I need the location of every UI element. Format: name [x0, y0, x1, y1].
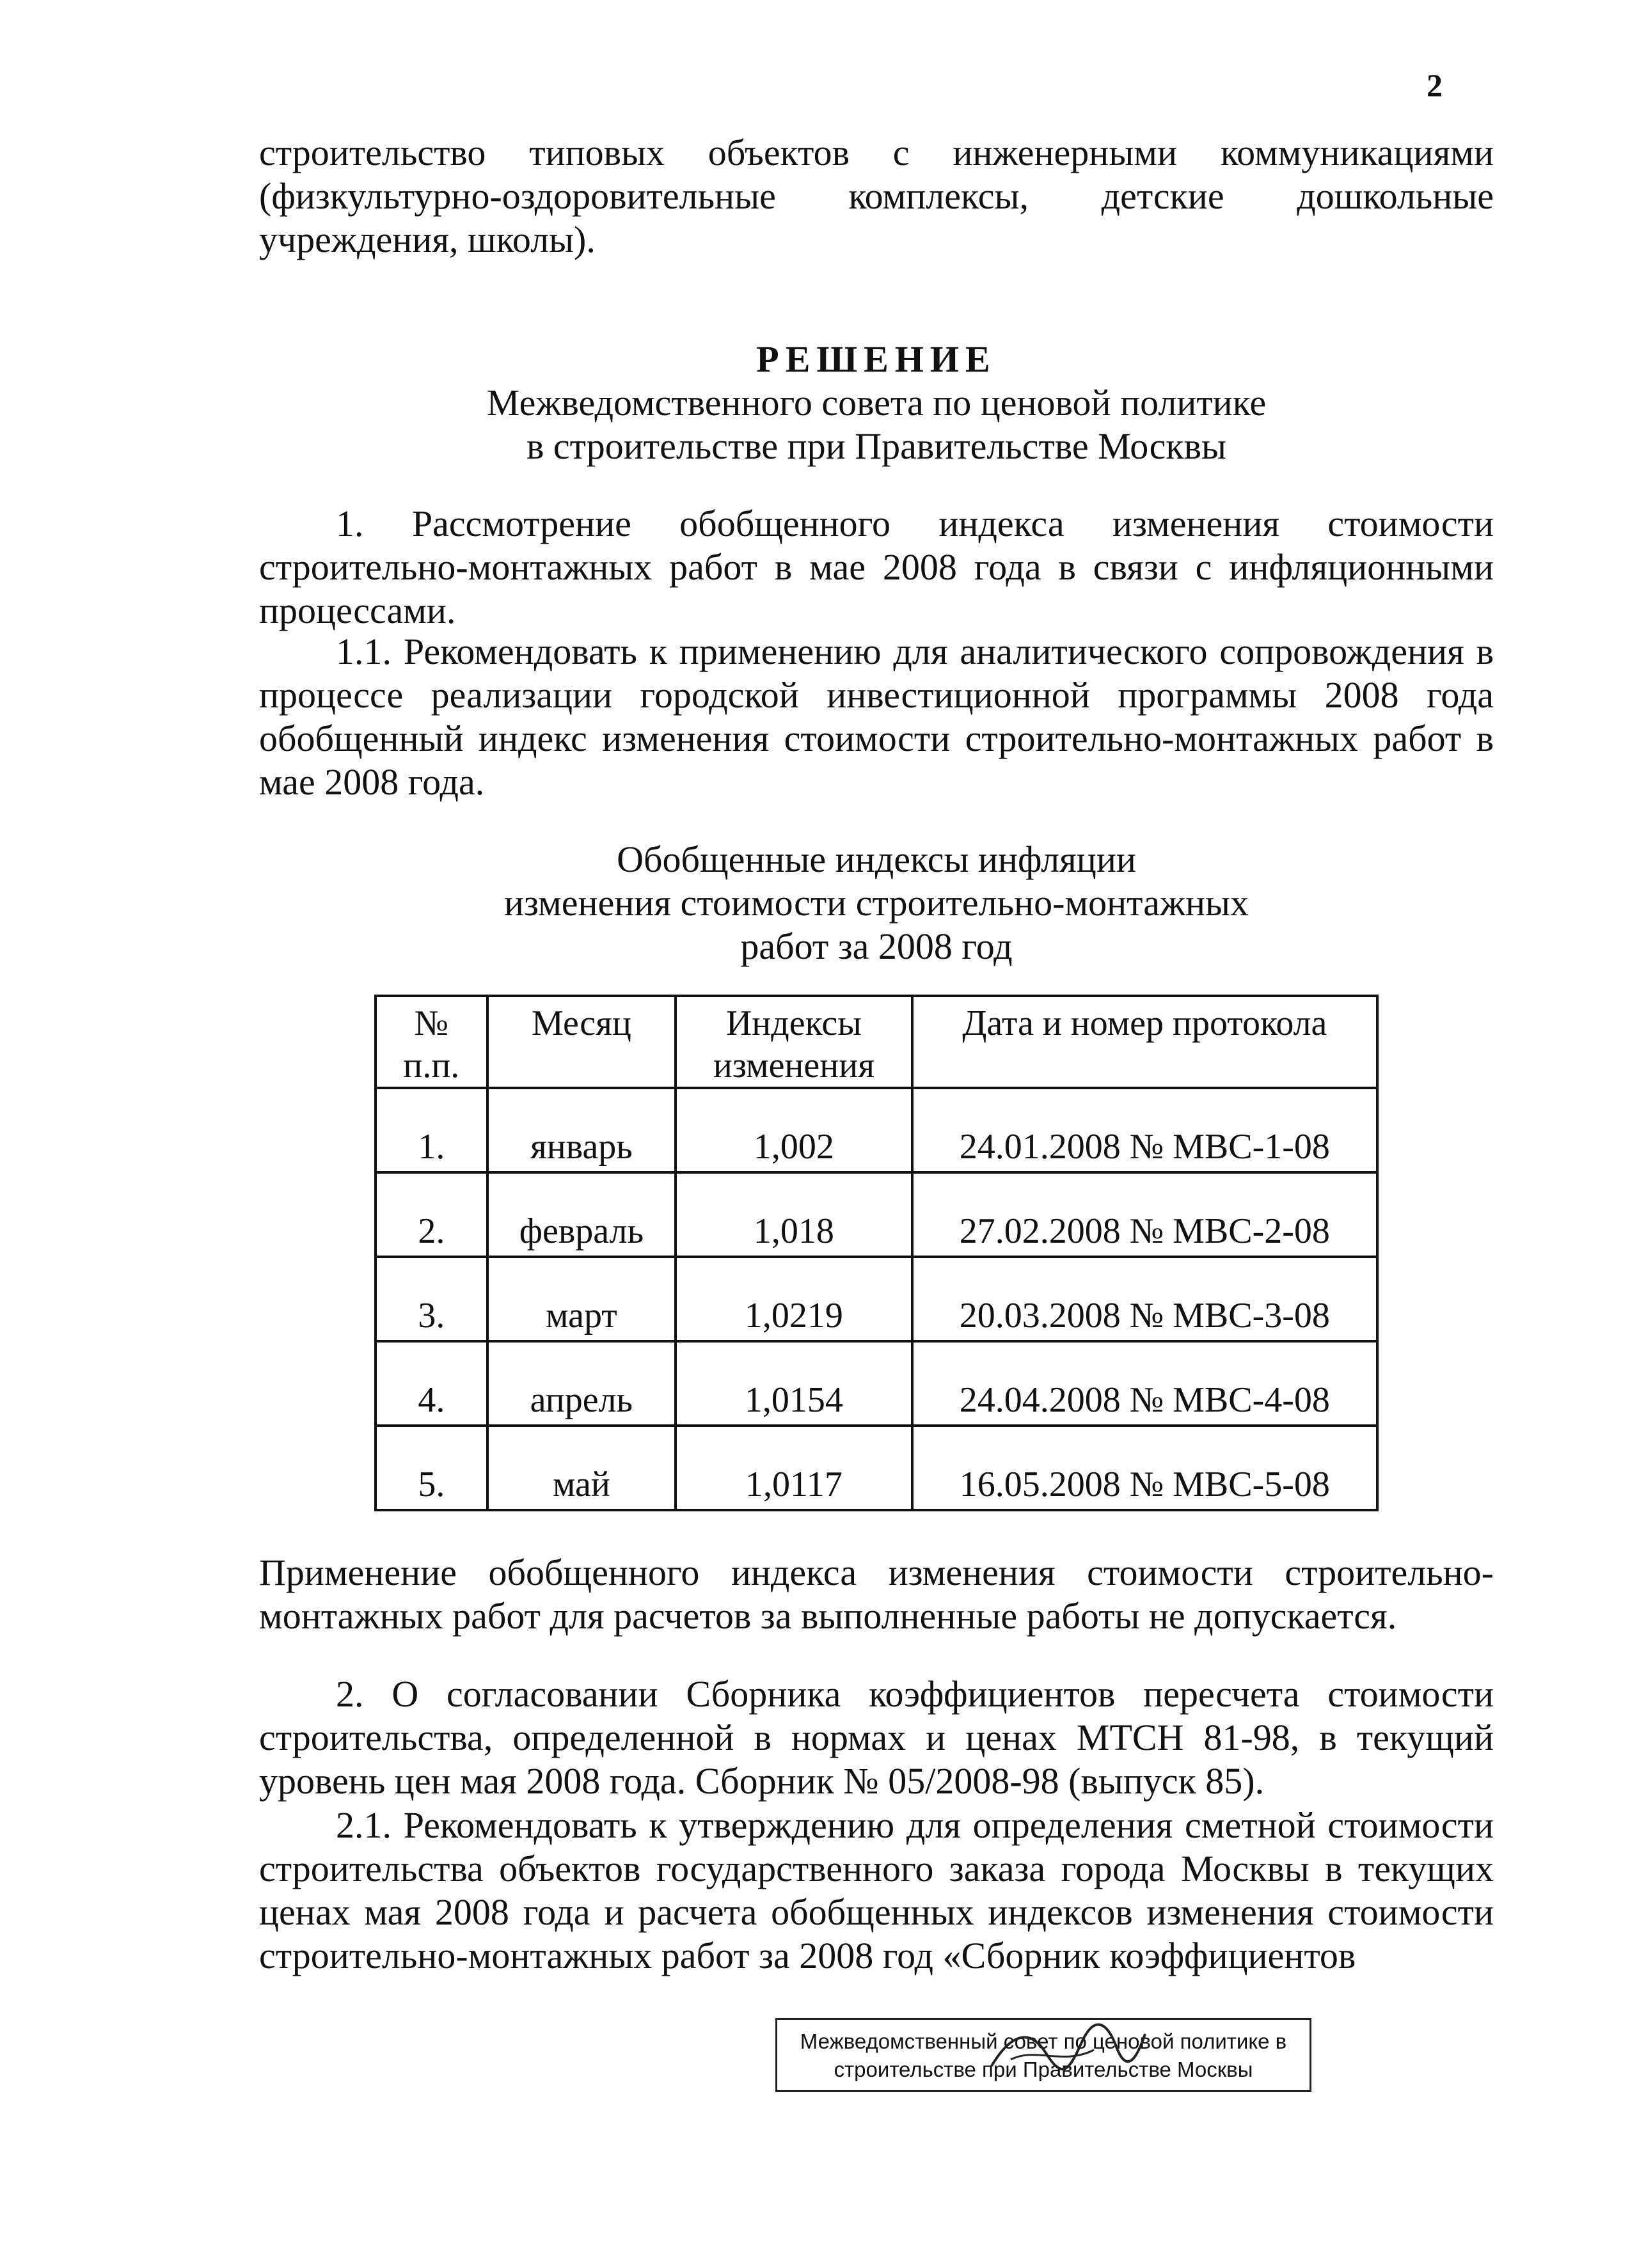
header-number-line1: № — [414, 1004, 449, 1043]
item-2-paragraph: 2. О согласовании Сборника коэффициентов пересчета стоимости строительства, определенной в нормах и ценах МТСН 81-98, в текущий уровень цен мая 2008 года. Сборник № 05/2008-98 (выпуск 85). — [259, 1673, 1494, 1802]
table-title — [259, 838, 1494, 968]
cell-month: февраль — [487, 1172, 676, 1257]
cell-protocol: 27.02.2008 № МВС-2-08 — [912, 1172, 1377, 1257]
header-protocol: Дата и номер протокола — [912, 996, 1377, 1088]
header-number-line2: п.п. — [403, 1046, 460, 1085]
stamp-line2: строительстве при Правительстве Москвы — [834, 2058, 1253, 2081]
cell-index: 1,0154 — [676, 1341, 912, 1426]
header-index-line2: изменения — [713, 1046, 874, 1085]
cell-index: 1,0117 — [676, 1426, 912, 1510]
decision-title: РЕШЕНИЕ — [756, 338, 997, 380]
table-row — [376, 1426, 1377, 1510]
cell-protocol: 24.01.2008 № МВС-1-08 — [912, 1088, 1377, 1172]
cell-protocol: 20.03.2008 № МВС-3-08 — [912, 1257, 1377, 1341]
cell-number: 5. — [376, 1426, 487, 1510]
cell-month: март — [487, 1257, 676, 1341]
decision-subtitle-line1: Межведомственного совета по ценовой политике — [486, 382, 1267, 423]
header-index — [676, 996, 912, 1088]
table-title-line2: изменения стоимости строительно-монтажных — [503, 882, 1249, 924]
table-row — [376, 1257, 1377, 1341]
item-1-1-paragraph: 1.1. Рекомендовать к применению для аналитического сопровождения в процессе реализации городской инвестиционной программы 2008 года обобщенный индекс изменения стоимости строительно-монтажных работ в мае 2008 года. — [259, 631, 1494, 803]
item-1-paragraph: 1. Рассмотрение обобщенного индекса изменения стоимости строительно-монтажных работ в мае 2008 года в связи с инфляционными процессами. — [259, 503, 1494, 631]
note-paragraph: Применение обобщенного индекса изменения стоимости строительно-монтажных работ для расчетов за выполненные работы не допускается. — [259, 1552, 1494, 1637]
cell-index: 1,018 — [676, 1172, 912, 1257]
table-header-row — [376, 996, 1377, 1088]
cell-month: январь — [487, 1088, 676, 1172]
cell-number: 2. — [376, 1172, 487, 1257]
table-title-line3: работ за 2008 год — [740, 925, 1013, 967]
header-index-line1: Индексы — [725, 1004, 862, 1043]
stamp-line1: Межведомственный совет по ценовой политике в — [800, 2029, 1287, 2053]
intro-paragraph: строительство типовых объектов с инженерными коммуникациями (физкультурно-оздоровительные комплексы, детские дошкольные учреждения, школы). — [259, 132, 1494, 260]
cell-month: май — [487, 1426, 676, 1510]
decision-header — [259, 338, 1494, 468]
item-2-1-paragraph: 2.1. Рекомендовать к утверждению для определения сметной стоимости строительства объектов государственного заказа города Москвы в текущих ценах мая 2008 года и расчета обобщенных индексов изменения стоимости строительно-монтажных работ за 2008 год «Сборник коэффициентов — [259, 1804, 1494, 1976]
table-row — [376, 1172, 1377, 1257]
page-number: 2 — [1427, 67, 1443, 103]
table-title-line1: Обобщенные индексы инфляции — [617, 839, 1136, 880]
cell-month: апрель — [487, 1341, 676, 1426]
index-table — [374, 995, 1379, 1511]
header-month: Месяц — [487, 996, 676, 1088]
table-row — [376, 1088, 1377, 1172]
signature-image — [985, 2008, 1151, 2085]
cell-number: 4. — [376, 1341, 487, 1426]
table-row — [376, 1341, 1377, 1426]
cell-index: 1,0219 — [676, 1257, 912, 1341]
decision-subtitle-line2: в строительстве при Правительстве Москвы — [526, 425, 1226, 467]
header-number — [376, 996, 487, 1088]
cell-index: 1,002 — [676, 1088, 912, 1172]
cell-protocol: 16.05.2008 № МВС-5-08 — [912, 1426, 1377, 1510]
cell-number: 3. — [376, 1257, 487, 1341]
cell-protocol: 24.04.2008 № МВС-4-08 — [912, 1341, 1377, 1426]
cell-number: 1. — [376, 1088, 487, 1172]
